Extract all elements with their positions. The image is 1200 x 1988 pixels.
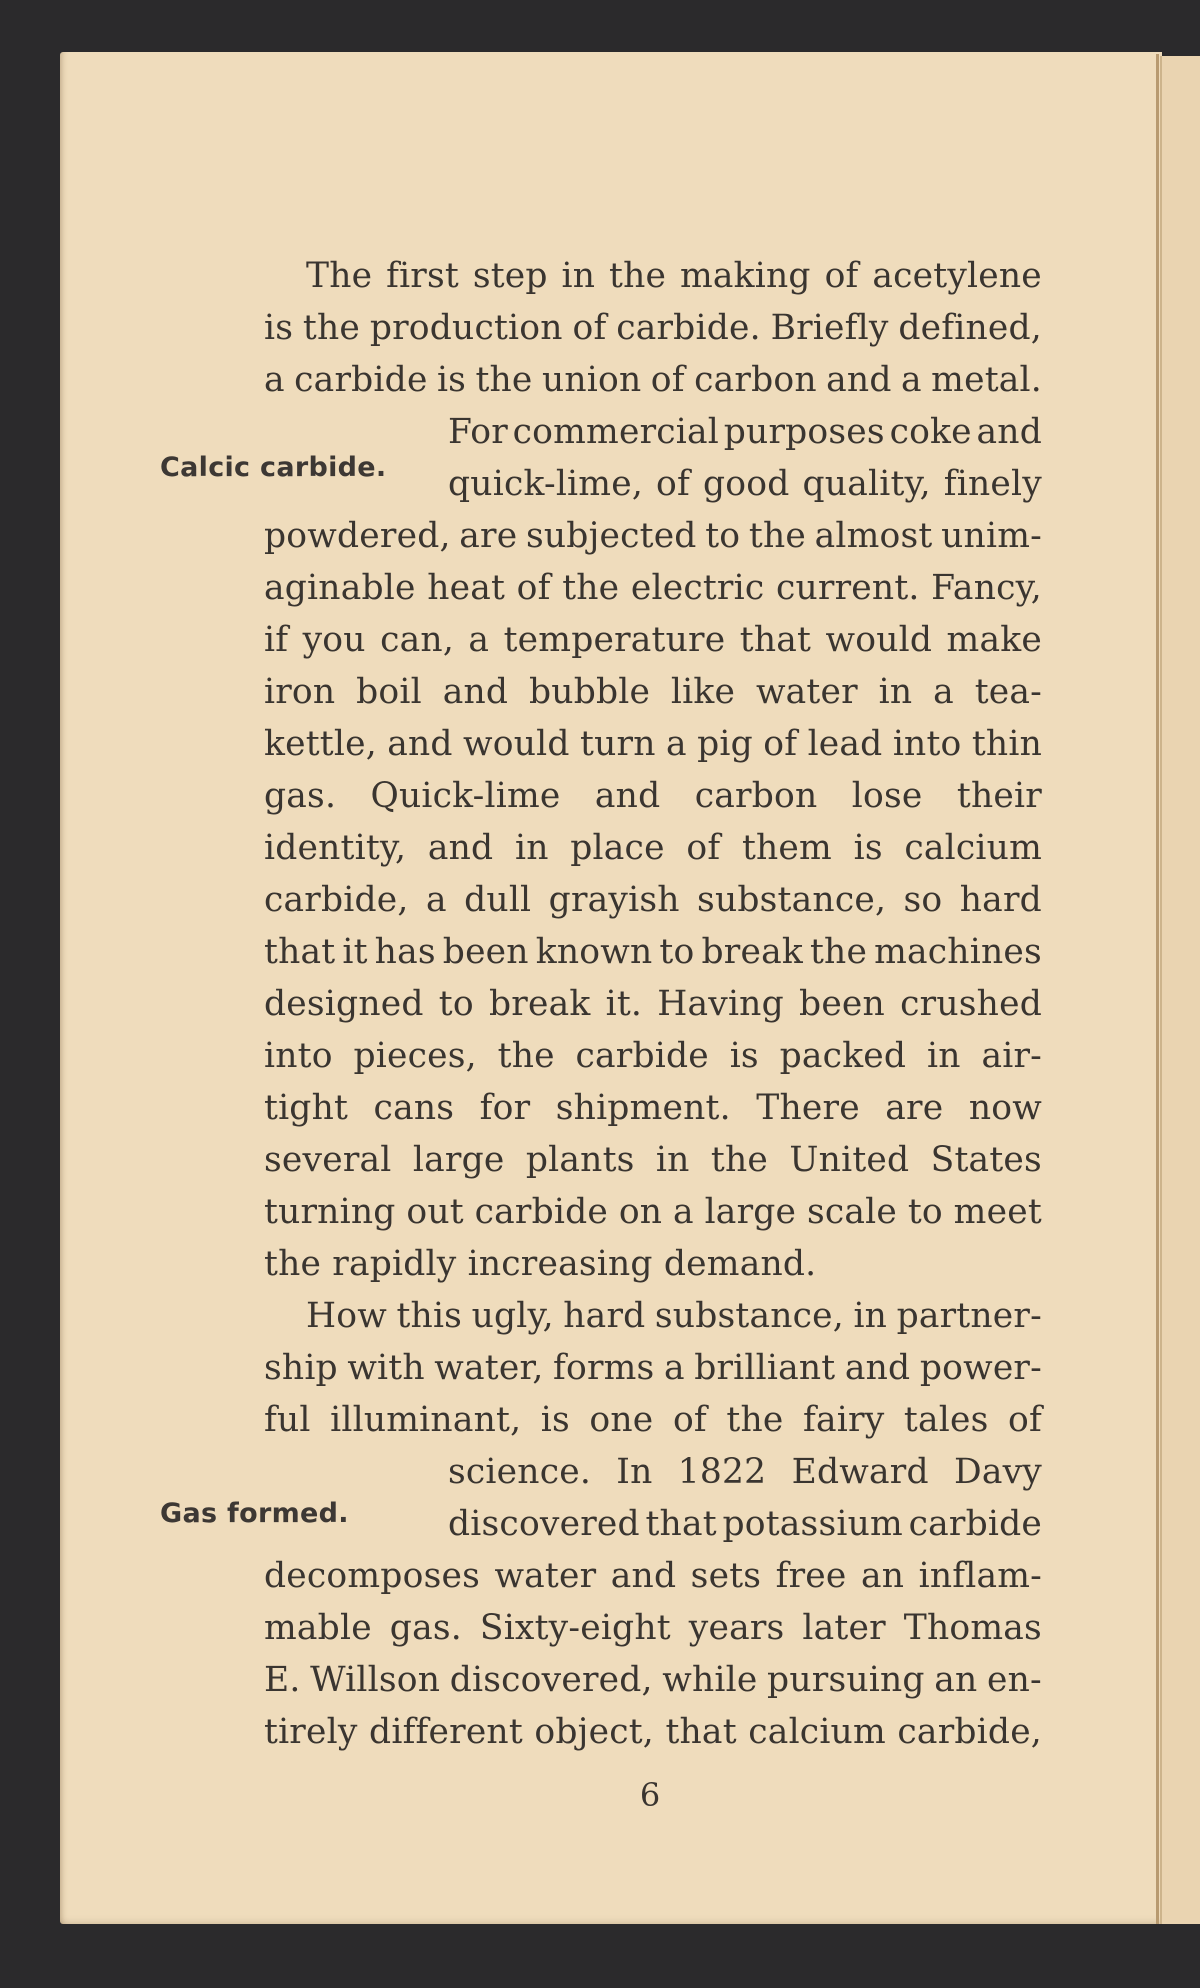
word: one [589,1400,654,1440]
word: and [387,724,453,764]
word: a [665,724,687,764]
word: is [540,1400,570,1440]
word: substance, [697,880,887,920]
word: the [809,932,868,972]
text-line [306,256,1042,296]
word: object, [534,1712,654,1752]
word: the [726,1400,784,1440]
word: different [369,1712,523,1752]
word: the [748,516,807,556]
word: on [618,1192,663,1232]
word: crushed [900,984,1042,1024]
word: boil [356,672,422,712]
word: quality, [802,464,931,504]
word: aginable [264,568,416,608]
word: you [302,620,366,660]
text-line [264,984,1042,1024]
word: inflam- [918,1556,1042,1596]
word: electric [630,568,765,608]
word: Briefly [770,308,889,348]
word: of [650,360,685,400]
word: and [826,360,892,400]
word: like [670,672,736,712]
text-line [264,1400,1042,1440]
word: an [934,1660,978,1700]
word: Quick-lime [370,776,561,816]
word: union [541,360,642,400]
word: Thomas [903,1608,1042,1648]
word: discovered [448,1504,640,1544]
word: almost [814,516,933,556]
word: water, [434,1348,544,1388]
word: designed [264,984,424,1024]
word: States [930,1140,1042,1180]
word: iron [264,672,336,712]
word: a [425,880,447,920]
word: that [645,1504,717,1544]
word: illuminant, [330,1400,522,1440]
word: power- [919,1348,1042,1388]
word: a [933,672,954,712]
word: hard [959,880,1042,920]
word: defined, [898,308,1042,348]
word: pig [697,724,753,764]
word: if [264,620,289,660]
word: of [824,256,859,296]
word: break [488,984,591,1024]
word: cans [373,1088,455,1128]
word: is [853,828,883,868]
word: carbide, [897,1712,1042,1752]
word: of [672,1400,707,1440]
word: plants [525,1140,635,1180]
word: of [516,568,551,608]
word: with [347,1348,425,1388]
word: meet [953,1192,1042,1232]
text-line [264,360,1042,400]
word: that [739,620,812,660]
word: tales [903,1400,989,1440]
text-line [264,516,1042,556]
word: shipment. [555,1088,731,1128]
word: heat [427,568,506,608]
word: turning [264,1192,396,1232]
text-line [264,1036,1042,1076]
page-number: 6 [639,1776,661,1814]
word: carbide [474,1192,609,1232]
text-line: the rapidly increasing demand. [264,1244,817,1284]
word: E. [264,1660,301,1700]
text-line [264,828,1042,868]
word: water [755,672,858,712]
word: Davy [953,1452,1042,1492]
word: it. [605,984,643,1024]
word: is [264,308,294,348]
word: substance, [654,1296,844,1336]
word: carbide, [264,880,409,920]
word: current. [775,568,920,608]
word: a [901,360,922,400]
word: been [442,932,529,972]
word: en- [987,1660,1042,1700]
word: a [673,1192,694,1232]
word: large [704,1192,797,1232]
word: good [702,464,790,504]
word: of [656,464,690,504]
word: subjected [525,516,697,556]
word: coke [889,412,972,452]
word: been [799,984,885,1024]
word: the [609,256,667,296]
word: known [535,932,653,972]
word: later [802,1608,886,1648]
word: unim- [941,516,1042,556]
word: to [438,984,474,1024]
word: is [729,1036,759,1076]
word: out [406,1192,464,1232]
word: would [825,620,933,660]
word: the [475,360,533,400]
word: Fancy, [931,568,1042,608]
word: and [594,776,661,816]
word: while [662,1660,758,1700]
word: Sixty-eight [479,1608,671,1648]
word: an [860,1556,905,1596]
word: carbide. [616,308,761,348]
word: calcium [904,828,1042,868]
text-line [264,1712,1042,1752]
word: a [264,360,285,400]
word: this [396,1296,463,1336]
word: tight [264,1088,349,1128]
word: Willson [310,1660,441,1700]
word: packed [779,1036,907,1076]
word: carbide [294,360,428,400]
text-line [264,1192,1042,1232]
word: There [756,1088,860,1128]
word: quick-lime, [448,464,643,504]
text-line [264,568,1042,608]
text-line [448,1452,1042,1492]
word: calcium [748,1712,886,1752]
word: that [264,932,336,972]
word: production [369,308,563,348]
word: several [264,1140,392,1180]
word: step [472,256,548,296]
word: decomposes [264,1556,480,1596]
word: mable [264,1608,372,1648]
word: air- [981,1036,1042,1076]
word: it [342,932,368,972]
word: kettle, [264,724,377,764]
text-line [448,464,1042,504]
word: discovered, [449,1660,653,1700]
word: place [570,828,665,868]
word: forms [553,1348,655,1388]
word: and [844,1348,911,1388]
word: is [436,360,467,400]
word: In [616,1452,653,1492]
word: carbide [575,1036,709,1076]
word: temperature [503,620,726,660]
margin-note-calcic-carbide: Calcic carbide. [160,452,387,483]
word: United [789,1140,910,1180]
word: gas. [389,1608,462,1648]
word: and [610,1556,677,1596]
word: dull [464,880,532,920]
word: free [775,1556,847,1596]
word: ful [264,1400,311,1440]
word: are [885,1088,944,1128]
word: now [968,1088,1042,1128]
word: metal. [931,360,1042,400]
word: and [427,828,494,868]
text-line [264,620,1042,660]
text-line [264,724,1042,764]
word: 1822 [677,1452,767,1492]
word: for [479,1088,531,1128]
word: bubble [528,672,651,712]
word: first [386,256,459,296]
word: science. [448,1452,592,1492]
word: into [892,724,962,764]
word: to [659,932,695,972]
word: in [878,672,913,712]
word: in [853,1296,888,1336]
word: Having [657,984,784,1024]
word: a [468,620,490,660]
word: carbide [908,1504,1042,1544]
word: ugly, [471,1296,554,1336]
word: make [946,620,1042,660]
word: machines [874,932,1042,972]
word: of [763,724,798,764]
text-line [264,308,1042,348]
text-line [264,1660,1042,1700]
word: in [561,256,596,296]
word: identity, [264,828,407,868]
word: commercial [512,412,720,452]
word: so [903,880,943,920]
word: pieces, [353,1036,477,1076]
word: sets [690,1556,762,1596]
text-line [264,776,1042,816]
text-line [264,672,1042,712]
word: hard [563,1296,646,1336]
word: purposes [723,412,885,452]
word: making [679,256,811,296]
word: The [306,256,373,296]
text-line [448,412,1042,452]
word: can, [380,620,454,660]
word: years [688,1608,785,1648]
word: pursuing [767,1660,925,1700]
text-line [264,1556,1042,1596]
word: thin [971,724,1042,764]
word: scale [806,1192,898,1232]
word: the [710,1140,769,1180]
word: For [448,412,508,452]
word: of [686,828,721,868]
word: of [572,308,607,348]
word: How [306,1296,387,1336]
word: and [442,672,509,712]
word: finely [943,464,1042,504]
word: large [412,1140,505,1180]
word: brilliant [694,1348,836,1388]
word: powdered, [264,516,451,556]
word: and [976,412,1042,452]
word: gas. [264,776,337,816]
word: lead [807,724,883,764]
word: that [665,1712,737,1752]
word: them [741,828,832,868]
word: the [562,568,620,608]
text-line [306,1296,1042,1336]
word: partner- [896,1296,1042,1336]
word: tea- [974,672,1042,712]
text-line [264,1140,1042,1180]
text-line [448,1504,1042,1544]
word: would [463,724,570,764]
word: carbon [694,360,817,400]
text-line [264,1348,1042,1388]
word: potassium [722,1504,903,1544]
word: the [302,308,361,348]
word: Edward [791,1452,929,1492]
word: break [701,932,803,972]
word: grayish [548,880,680,920]
word: water [494,1556,597,1596]
text-line [264,880,1042,920]
word: in [655,1140,690,1180]
margin-note-gas-formed: Gas formed. [160,1498,349,1529]
text-line [264,932,1042,972]
word: of [1008,1400,1042,1440]
text-line [264,1608,1042,1648]
word: their [956,776,1042,816]
word: tirely [264,1712,358,1752]
text-line [264,1088,1042,1128]
word: are [459,516,518,556]
word: in [927,1036,961,1076]
word: carbon [694,776,818,816]
page-gutter [1156,54,1159,1924]
word: acetylene [872,256,1042,296]
word: lose [851,776,923,816]
word: the [497,1036,555,1076]
word: to [705,516,741,556]
word: fairy [803,1400,885,1440]
next-page-edge [1160,56,1200,1924]
word: to [907,1192,943,1232]
word: has [374,932,436,972]
word: turn [580,724,656,764]
word: a [663,1348,685,1388]
word: in [514,828,549,868]
word: ship [264,1348,338,1388]
word: into [264,1036,333,1076]
